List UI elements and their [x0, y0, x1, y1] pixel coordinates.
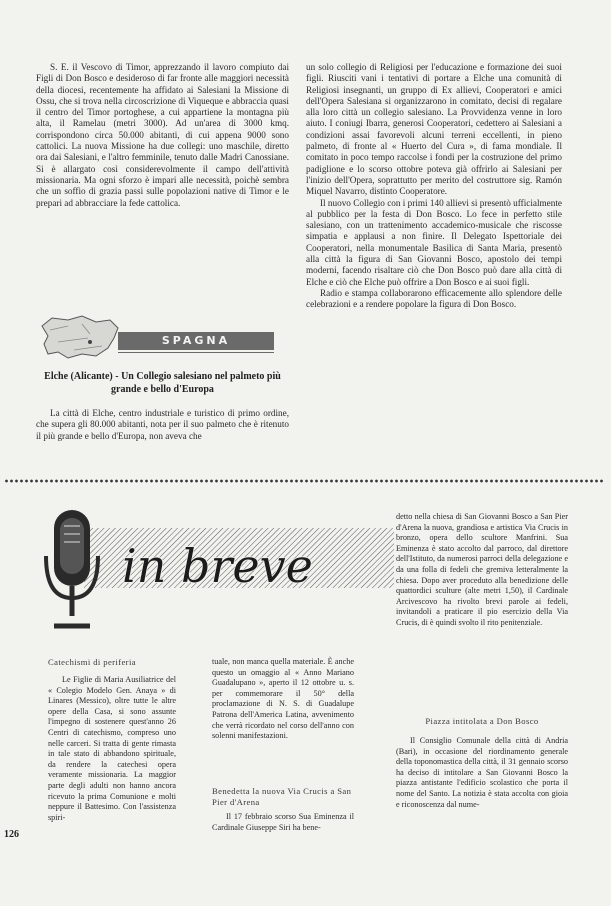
piazza-text: Il Consiglio Comunale della città di Andria (Bari), in occasione del riordinamento generale della toponomastica della città, il 31 gennaio scorso ha deciso di intitolare a San Giovanni Bosco la piazza antistante l'edificio scolastico che porta il nome del Santo. La notizia è stata accolta con gioia e riconoscenza dal nume-: [396, 736, 568, 809]
elche-paragraph: La città di Elche, centro industriale e turistico di primo ordine, che supera gli 80.000 abitanti, nota per il suo palmeto che è ritenuto il più grande e bello d'Europa, non aveva che: [36, 408, 289, 441]
elche-paragraph-cont: un solo collegio di Religiosi per l'educazione e formazione dei suoi figli. Riusciti vani i tentativi di portare a Elche una comunità di Religiosi insegnanti, un gruppo di Ex allievi, Cooperatori e amici dell'Opera Salesiana si organizzarono in comitato, decisi di regalare alla loro città un collegio salesiano. La Provvidenza venne in loro aiuto. I coniugi Ibarra, generosi Cooperatori, cedettero ai Salesiani a condizioni assai favorevoli alcuni terreni eccellenti, in pieno palmeto, di fronte al « Huerto del Cura », di fama mondiale. Il comitato in poco tempo raccolse i fondi per la costruzione del primo padiglione e lo scorso ottobre poteva già offrirlo ai Salesiani per l'inizio dell'Opera, soprattutto per merito del costruttore sig. Ramón Miquel Navarro, distinto Cooperatore.: [306, 62, 562, 197]
catechismi-text: Le Figlie di Maria Ausiliatrice del « Colegio Modelo Gen. Anaya » di Linares (Messico), oltre tutte le altre opere della Casa, si sono assunte l'impegno di sostenere quest'anno 26 Centri di catechismo, compreso uno nelle carceri. Si tratta di gente rimasta in tale stato di abbandono spirituale, da rendere la catechesi opera veramente missionaria. La maggior parte degli adulti non hanno ancora ricevuto la prima Comunione e molti neppure il Battesimo. Con l'assistenza spiri-: [48, 675, 176, 822]
spagna-section-header: [38, 312, 284, 362]
elche-article-start: [36, 408, 289, 442]
spagna-label: SPAGNA: [118, 332, 274, 350]
elche-paragraph: Il nuovo Collegio con i primi 140 allievi si presentò ufficialmente al pubblico per la festa di Don Bosco. Lo fece in perfetto stile salesiano, con un trattenimento accademico-musicale che riscosse simpatia e applausi a non finire. Il Delegato Ispettoriale dei Cooperatori, nella monumentale Basilica di Santa Maria, presentò alla città la figura di San Giovanni Bosco, apostolo dei tempi moderni, facendo risaltare ciò che Don Bosco può dare alla città di Elche e ciò che Elche può offrire a Don Bosco e ai suoi figli.: [306, 197, 562, 287]
in-breve-title: in breve: [122, 539, 313, 593]
page-number: 126: [4, 829, 19, 840]
timor-paragraph: S. E. il Vescovo di Timor, apprezzando il lavoro compiuto dai Figli di Don Bosco e desideroso di far fronte alle maggiori necessità della diocesi, recentemente ha affidato ai Salesiani la Missione di Ossu, che si trova nella circoscrizione di Viqueque e abbraccia quasi il centro del Timor portoghese, a cui appartiene la montagna più alta, il Ramelau (metri 3000). Ad un'area di 3000 kmq. corrispondono circa 50.000 abitanti, di cui appena 9000 sono cattolici. La nuova Missione ha due collegi: uno maschile, diretto ora dai Salesiani, e l'altro femminile, tenuto dalle Madri Canossiane. Si è allargato così considerevolmente il campo dell'attività missionaria. Ma ogni sforzo è impari alle necessità, poichè sembra che un soffio di grazia passi sulle popolazioni native di Timor e le prepari ad abbracciare la fede cattolica.: [36, 62, 289, 208]
dotted-divider: [4, 479, 604, 483]
via-crucis-text: Il 17 febbraio scorso Sua Eminenza il Cardinale Giuseppe Siri ha bene-: [212, 812, 354, 832]
via-crucis-cont: detto nella chiesa di San Giovanni Bosco a San Pier d'Arena la nuova, grandiosa e artistica Via Crucis in bronzo, opera dello scultore Manfrini. Sua Eminenza è stato accolto dal parroco, dal direttore dell'Istituto, da numerosi parroci della delegazione e da una folla di fedeli che gremiva letteralmente la chiesa. Dopo aver proceduto alla benedizione delle quattordici sculture (alte metri 1,50), il Cardinale Arcivescovo ha rivolto brevi parole ai fedeli, invitandoli a praticare il pio esercizio della Via Crucis, di è quindi svolto il rito penitenziale.: [396, 512, 568, 627]
timor-article: [36, 62, 289, 209]
elche-article-continued: [306, 62, 562, 311]
catechismi-title: Catechismi di periferia: [48, 657, 136, 667]
map-icon: [38, 312, 124, 362]
catechismi-cont: tuale, non manca quella materiale. È anche questo un omaggio al « Anno Mariano Guadalupano », aperto il 12 ottobre u. s. per commemorare il 50° della proclamazione di N. S. di Guadalupe Patrona dell'America Latina, avvenimento che verrà ricordato nel corso dell'anno con solenni manifestazioni.: [212, 657, 354, 741]
elche-heading: Elche (Alicante) - Un Collegio salesiano nel palmeto più grande e bello d'Europa: [44, 371, 281, 395]
via-crucis-title: Benedetta la nuova Via Crucis a San Pier d'Arena: [212, 786, 352, 807]
in-breve-banner: [24, 506, 396, 636]
piazza-title: Piazza intitolata a Don Bosco: [425, 716, 539, 726]
elche-paragraph: Radio e stampa collaborarono efficacemente allo splendore delle celebrazioni e a rendere popolare la figura di Don Bosco.: [306, 287, 562, 310]
